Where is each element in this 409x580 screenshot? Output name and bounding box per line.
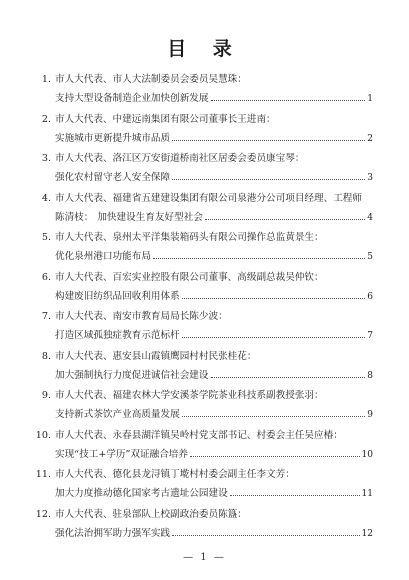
toc-entry[interactable] [0,428,409,468]
entry-page: 2 [367,133,373,144]
entry-topic: 优化泉州港口功能布局 [55,251,151,262]
entry-topic: 实施城市更新提升城市品质 [55,132,171,144]
entry-topic: 加大强制执行力度促进诚信社会建设 [55,369,209,381]
entry-topic: 打造区域孤独症教育示范标杆 [55,330,180,341]
dot-leader [211,100,366,101]
toc-list [0,72,409,546]
entry-author: 市人大代表、德化县龙浔镇丁墘村村委会副主任李文芳： [55,469,295,480]
entry-number: 1. [41,74,51,85]
entry-number: 3. [41,153,51,164]
entry-page: 8 [367,370,373,381]
dot-leader [172,535,359,536]
entry-number: 10. [35,429,51,441]
entry-topic: 实现“技工+学历”双证融合培养 [55,448,188,460]
entry-page: 7 [367,331,373,341]
toc-entry[interactable] [0,151,409,191]
entry-page: 5 [367,252,373,262]
page-number-footer: — 1 — [183,552,226,563]
dot-leader [153,258,365,259]
entry-page: 3 [367,173,373,183]
entry-author: 市人大代表、福建省五建建设集团有限公司泉港分公司项目经理、工程师 [55,192,362,204]
toc-entry[interactable] [0,270,409,310]
entry-number: 11. [35,469,51,480]
dot-leader [182,337,366,338]
entry-page: 4 [367,212,373,223]
entry-page: 6 [367,291,373,302]
entry-author: 市人大代表、泉州太平洋集装箱码头有限公司操作总监黄景生： [55,232,324,243]
entry-author: 市人大代表、永春县湖洋镇吴岭村党支部书记、村委会主任吴应椿： [55,429,343,441]
entry-author: 市人大代表、南安市教育局局长陈少波： [55,311,228,322]
entry-topic: 加快建设生育友好型社会 [97,211,203,223]
dot-leader [172,179,365,180]
entry-topic: 构建废旧纺织品回收利用体系 [55,290,180,302]
toc-entry[interactable] [0,112,409,152]
entry-topic: 强化法治拥军助力强军实践 [55,527,171,539]
toc-entry[interactable] [0,72,409,112]
entry-number: 5. [41,232,51,243]
toc-entry[interactable] [0,230,409,270]
entry-number: 2. [41,113,51,125]
toc-entry[interactable] [0,309,409,349]
entry-author-cont: 陈清枝： [55,211,94,223]
toc-entry[interactable] [0,388,409,428]
entry-number: 4. [41,192,51,204]
dot-leader [182,298,366,299]
entry-page: 1 [367,94,373,104]
entry-author: 市人大代表、中建远南集团有限公司董事长王进南： [55,113,276,125]
dot-leader [205,219,365,220]
toc-entry[interactable] [0,191,409,231]
entry-topic: 加大力度推动德化国家考古遗址公园建设 [55,488,228,499]
entry-number: 12. [35,508,51,520]
dot-leader [172,140,365,141]
entry-number: 7. [41,311,51,322]
entry-topic: 强化农村留守老人安全保障 [55,172,171,183]
dot-leader [211,377,366,378]
entry-author: 市人大代表、驻泉部队上校副政治委员陈簋： [55,508,247,520]
entry-number: 9. [41,390,51,401]
entry-page: 10 [361,449,373,460]
dot-leader [190,456,360,457]
entry-page: 11 [361,489,373,499]
entry-number: 6. [41,271,51,283]
entry-topic: 支持大型设备制造企业加快创新发展 [55,93,209,104]
toc-entry[interactable] [0,349,409,389]
toc-entry[interactable] [0,507,409,547]
dot-leader [182,416,366,417]
entry-author: 市人大代表、洛江区万安街道桥南社区居委会委员康宝琴： [55,153,305,164]
entry-author: 市人大代表、福建农林大学安溪茶学院茶业科技系副教授张羽： [55,390,324,401]
entry-number: 8. [41,350,51,362]
entry-author: 市人大代表、百宏实业控股有限公司董事、高级副总裁吴仲钦： [55,271,324,283]
entry-topic: 支持新式茶饮产业高质量发展 [55,409,180,420]
entry-author: 市人大代表、惠安县山霞镇鹰园村村民张桂花： [55,350,257,362]
dot-leader [230,495,360,496]
entry-page: 12 [361,528,373,539]
toc-entry[interactable] [0,467,409,507]
toc-title: 目 录 [167,38,242,60]
entry-page: 9 [367,410,373,420]
entry-author: 市人大代表、市人大法制委员会委员吴慧珠： [55,74,247,85]
